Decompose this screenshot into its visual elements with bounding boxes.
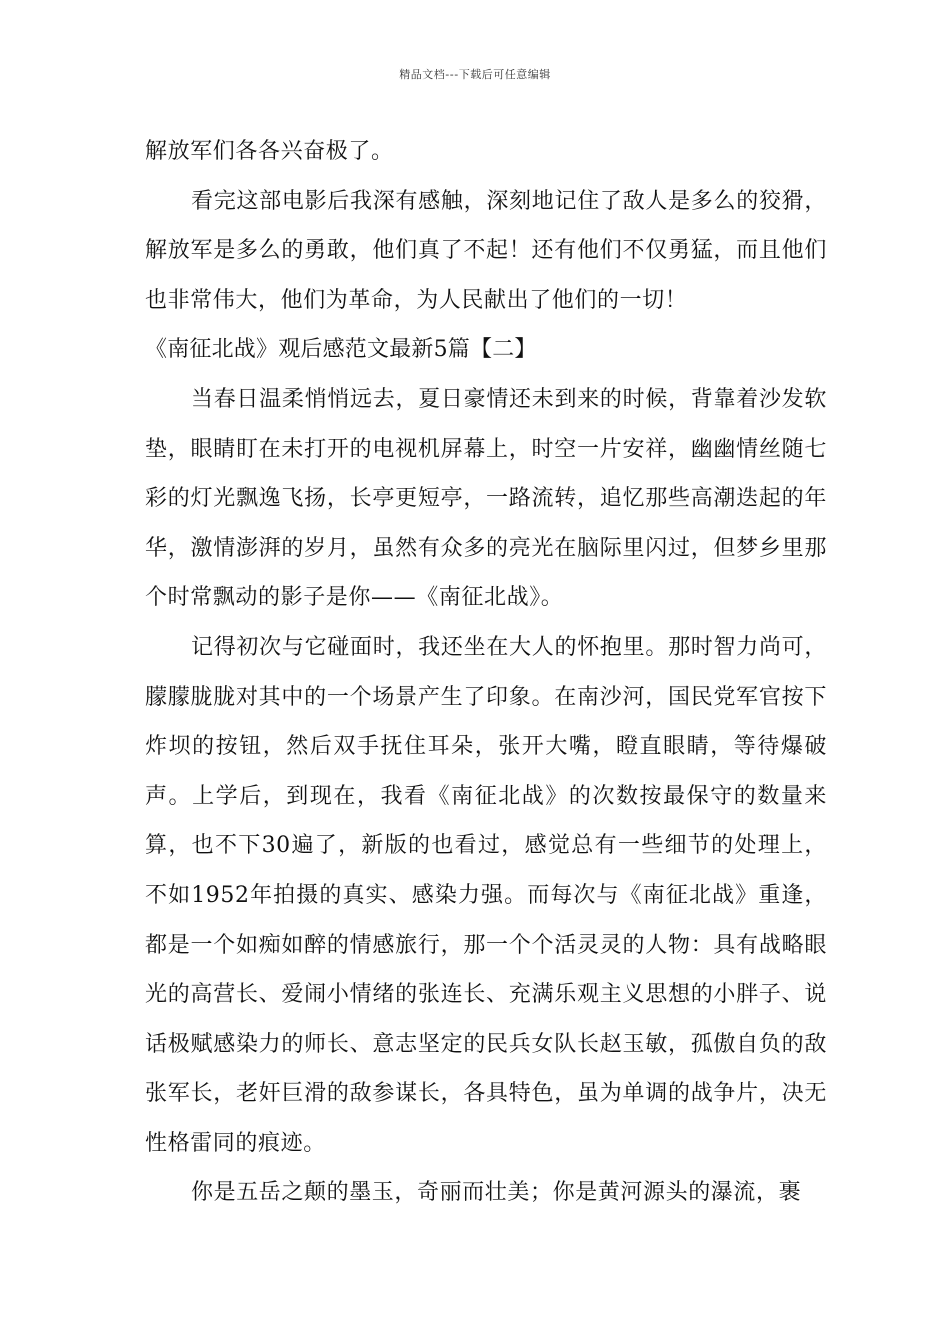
- page-header: 精品文档---下载后可任意编辑: [399, 68, 551, 81]
- section-heading: 《南征北战》观后感范文最新5篇【二】: [145, 337, 537, 363]
- paragraph-continued: 解放军们各各兴奋极了。: [145, 139, 394, 164]
- paragraph: 记得初次与它碰面时，我还坐在大人的怀抱里。那时智力尚可，朦朦胧胧对其中的一个场景产生了印象。在南沙河，国民党军官按下炸坝的按钮，然后双手抚住耳朵，张开大嘴，瞪直眼睛，等待爆破声。上学后，到现在，我看《南征北战》的次数按最保守的数量来算，也不下30遍了，新版的也看过，感觉总有一些细节的处理上，不如1952年拍摄的真实、感染力强。而每次与《南征北战》重逢，都是一个如痴如醉的情感旅行，那一个个活灵灵的人物：具有战略眼光的高营长、爱闹小情绪的张连长、充满乐观主义思想的小胖子、说话极赋感染力的师长、意志坚定的民兵女队长赵玉敏，孤傲自负的敌张军长，老奸巨滑的敌参谋长，各具特色，虽为单调的战争片，决无性格雷同的痕迹。: [145, 634, 827, 1156]
- document-body: [145, 127, 827, 1218]
- paragraph: 你是五岳之颠的墨玉，奇丽而壮美；你是黄河源头的瀑流，裹: [191, 1180, 802, 1206]
- paragraph: 看完这部电影后我深有感触，深刻地记住了敌人是多么的狡猾，解放军是多么的勇敢，他们真了不起！还有他们不仅勇猛，而且他们也非常伟大，他们为革命，为人民献出了他们的一切！: [145, 188, 827, 313]
- paragraph: 当春日温柔悄悄远去，夏日豪情还未到来的时候，背靠着沙发软垫，眼睛盯在未打开的电视机屏幕上，时空一片安祥，幽幽情丝随七彩的灯光飘逸飞扬，长亭更短亭，一路流转，追忆那些高潮迭起的年华，激情澎湃的岁月，虽然有众多的亮光在脑际里闪过，但梦乡里那个时常飘动的影子是你——《南征北战》。: [145, 386, 827, 611]
